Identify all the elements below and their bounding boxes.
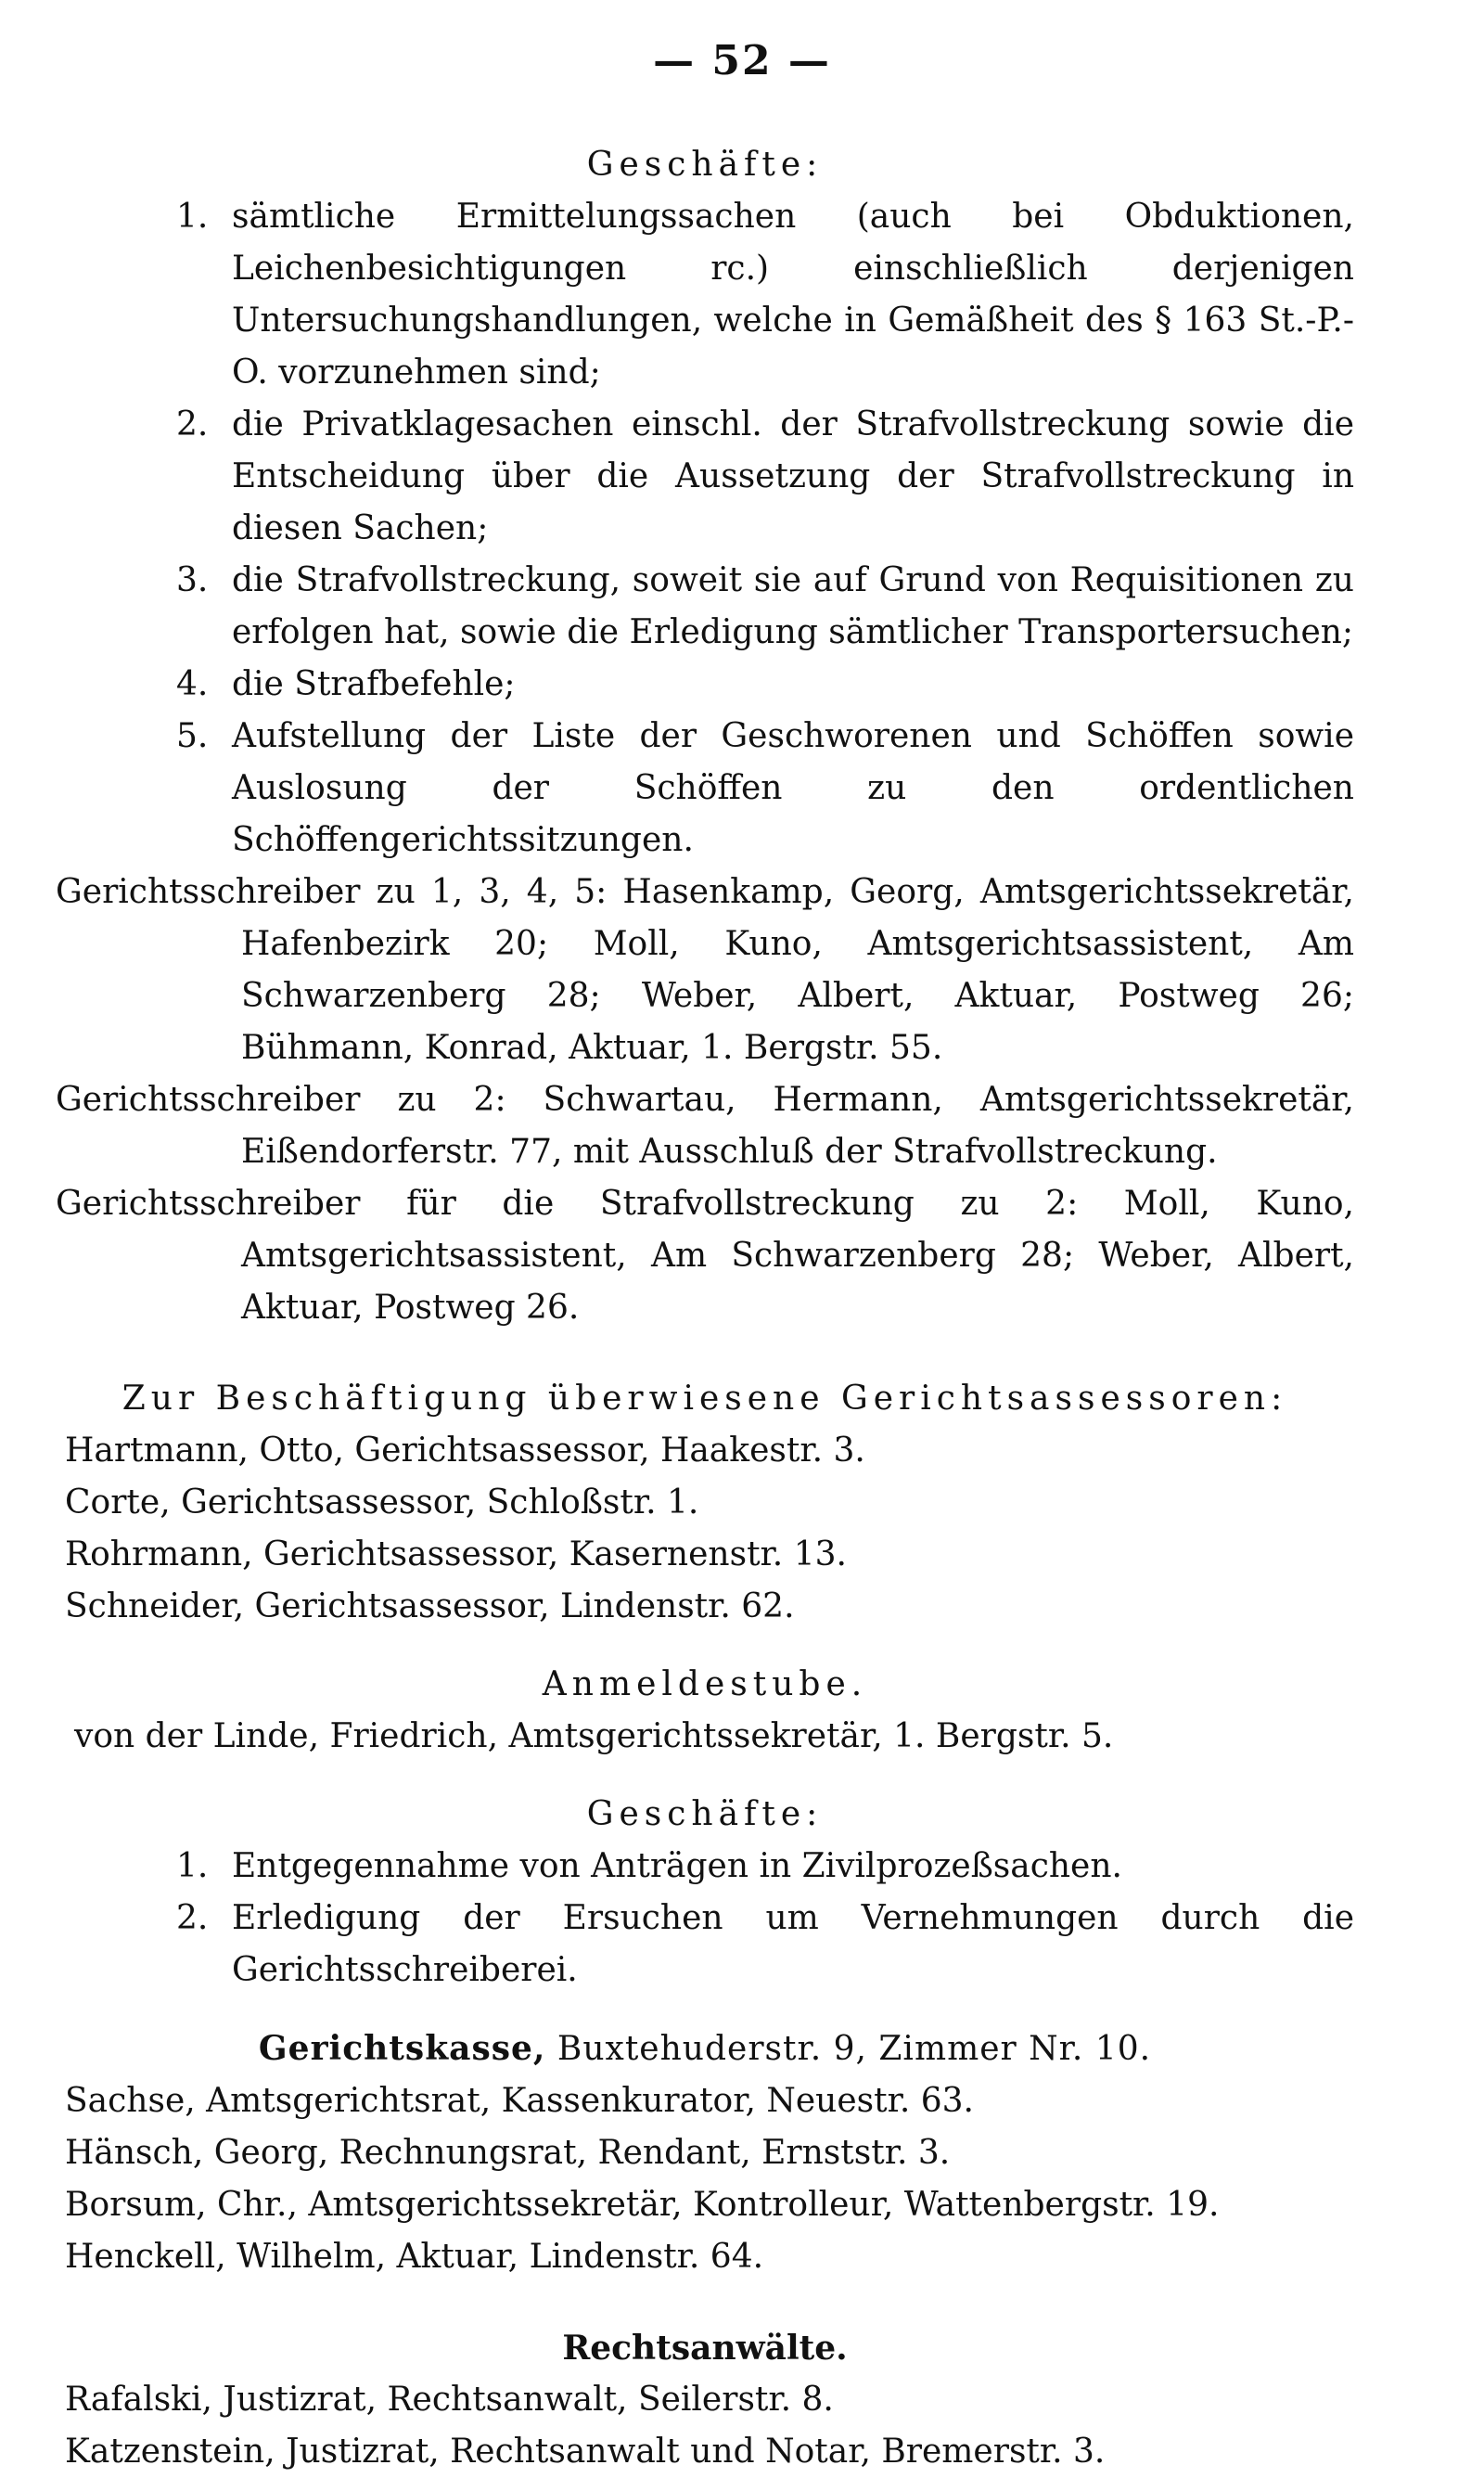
spacer: [56, 1334, 1354, 1373]
section-heading-assessoren: Zur Beschäftigung überwiesene Gerichtsassessoren:: [122, 1380, 1288, 1418]
list-item: [56, 555, 1354, 659]
section-heading-rechtsanwaelte: Rechtsanwälte.: [562, 2329, 848, 2368]
page-content: [56, 139, 1354, 2478]
clerk-entry: Gerichtsschreiber für die Strafvollstreckung zu 2: Moll, Kuno, Amtsgerichtsassistent, Am Schwarzenberg 28; Weber, Albert, Aktuar, Postweg 26.: [56, 1185, 1354, 1327]
item-number: 4.: [176, 665, 209, 703]
gerichtskasse-address: Buxtehuderstr. 9, Zimmer Nr. 10.: [545, 2030, 1152, 2068]
section-heading-anmeldestube: Anmeldestube.: [542, 1665, 868, 1703]
page-number: — 52 —: [653, 37, 831, 84]
item-number: 2.: [176, 405, 209, 443]
geschaefte-list: [56, 191, 1354, 867]
assessor-entry: Schneider, Gerichtsassessor, Lindenstr. 62.: [65, 1587, 795, 1625]
clerk-entry: Gerichtsschreiber zu 2: Schwartau, Hermann, Amtsgerichtssekretär, Eißendorferstr. 77, mit Ausschluß der Strafvollstreckung.: [56, 1081, 1354, 1171]
subheading-geschaefte: Geschäfte:: [586, 1795, 824, 1833]
kasse-entry: Henckell, Wilhelm, Aktuar, Lindenstr. 64.: [65, 2238, 764, 2276]
anwalt-entry: Katzenstein, Justizrat, Rechtsanwalt und Notar, Bremerstr. 3.: [65, 2433, 1106, 2471]
list-item: [56, 399, 1354, 555]
item-text: die Privatklagesachen einschl. der Strafvollstreckung sowie die Entscheidung über die Aussetzung der Strafvollstreckung in diesen Sachen;: [232, 405, 1354, 547]
item-number: 1.: [176, 198, 209, 236]
kasse-entry: Borsum, Chr., Amtsgerichtssekretär, Kontrolleur, Wattenbergstr. 19.: [65, 2186, 1220, 2224]
spacer: [56, 2283, 1354, 2322]
kasse-entry: Hänsch, Georg, Rechnungsrat, Rendant, Ernststr. 3.: [65, 2134, 951, 2172]
item-number: 2.: [176, 1899, 209, 1937]
list-item: [56, 1841, 1354, 1893]
item-number: 5.: [176, 717, 209, 755]
item-text: Erledigung der Ersuchen um Vernehmungen durch die Gerichtsschreiberei.: [232, 1899, 1354, 1989]
item-text: sämtliche Ermittelungssachen (auch bei Obduktionen, Leichenbesichtigungen rc.) einschließlich derjenigen Untersuchungshandlungen, welche in Gemäßheit des § 163 St.-P.-O. vorzunehmen sind;: [232, 198, 1354, 392]
assessor-entry: Rohrmann, Gerichtsassessor, Kasernenstr. 13.: [65, 1535, 847, 1573]
item-text: die Strafbefehle;: [232, 665, 516, 703]
section-heading-gerichtskasse: [56, 2022, 1354, 2075]
list-item: [56, 1893, 1354, 1997]
list-item: [56, 711, 1354, 867]
gerichtskasse-label: Gerichtskasse,: [258, 2029, 546, 2068]
item-number: 3.: [176, 561, 209, 599]
spacer: [56, 1997, 1354, 2022]
spacer: [56, 1763, 1354, 1789]
item-text: Entgegennahme von Anträgen in Zivilprozeßsachen.: [232, 1847, 1122, 1885]
assessor-entry: Corte, Gerichtsassessor, Schloßstr. 1.: [65, 1483, 699, 1521]
anmeldestube-list: [56, 1841, 1354, 1997]
spacer: [56, 1633, 1354, 1659]
item-number: 1.: [176, 1847, 209, 1885]
list-item: [56, 659, 1354, 711]
kasse-entry: Sachse, Amtsgerichtsrat, Kassenkurator, Neuestr. 63.: [65, 2082, 974, 2120]
anwalt-entry: Rafalski, Justizrat, Rechtsanwalt, Seilerstr. 8.: [65, 2381, 834, 2419]
clerk-entry: Gerichtsschreiber zu 1, 3, 4, 5: Hasenkamp, Georg, Amtsgerichtssekretär, Hafenbezirk 20; Moll, Kuno, Amtsgerichtsassistent, Am Schwarzenberg 28; Weber, Albert, Aktuar, Postweg 26; Bühmann, Konrad, Aktuar, 1. Bergstr. 55.: [56, 873, 1354, 1067]
item-text: die Strafvollstreckung, soweit sie auf Grund von Requisitionen zu erfolgen hat, sowie die Erledigung sämtlicher Transportersuchen;: [232, 561, 1354, 651]
section-heading-geschaefte: Geschäfte:: [586, 146, 824, 184]
anmeldestube-entry: von der Linde, Friedrich, Amtsgerichtssekretär, 1. Bergstr. 5.: [74, 1717, 1114, 1755]
item-text: Aufstellung der Liste der Geschworenen und Schöffen sowie Auslosung der Schöffen zu den ordentlichen Schöffengerichtssitzungen.: [232, 717, 1354, 859]
list-item: [56, 191, 1354, 399]
assessor-entry: Hartmann, Otto, Gerichtsassessor, Haakestr. 3.: [65, 1432, 865, 1470]
